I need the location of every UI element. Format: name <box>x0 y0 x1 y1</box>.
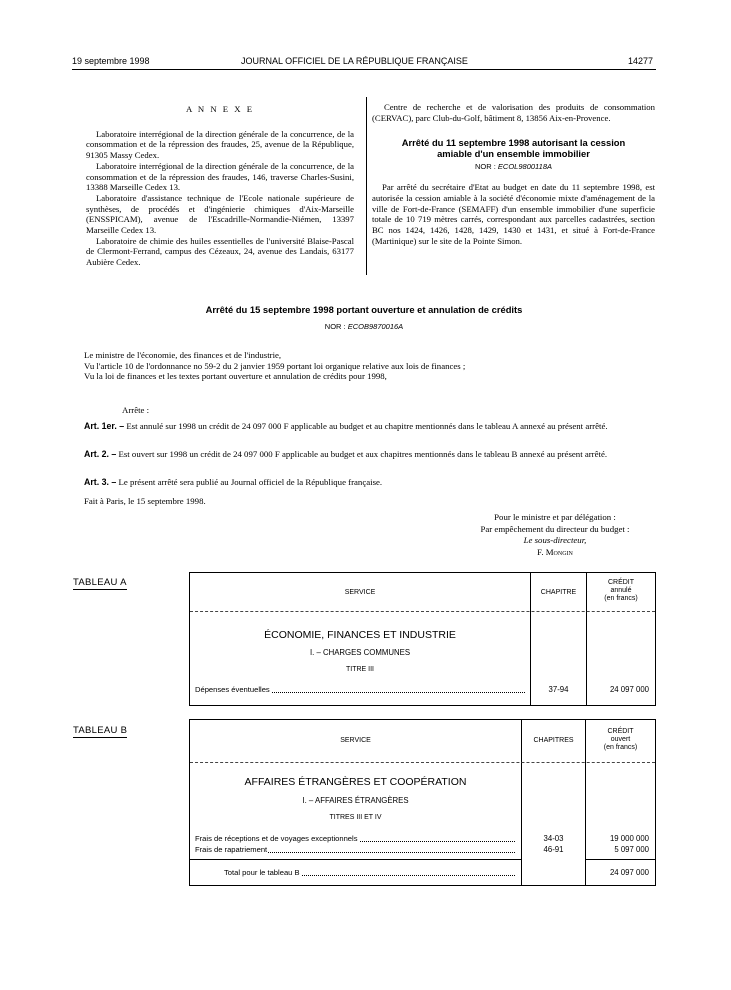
arrete-word: Arrête : <box>122 405 150 415</box>
right-column <box>372 102 655 246</box>
annexe-paragraph-3: Laboratoire d'assistance technique de l'Ecole nationale supérieure de synthèses, de procédés et d'ingénierie chimiques d'Aix-Marseille (ENSSPICAM), avenue de l'Escadrille-Normandie-Niémen, 13397 Marseille Cedex 13. <box>86 192 354 236</box>
tableau-a-section: I. – CHARGES COMMUNES <box>309 648 411 657</box>
tableau-b-titre: TITRES III ET IV <box>329 814 382 821</box>
arrete-11-body: Par arrêté du secrétaire d'Etat au budget en date du 11 septembre 1998, est autorisée la cession amiable à la société d'économie mixte d'aménagement de la ville de Fort-de-France (SEMAFF) d'un ensemble immobilier d'une superficie totale de 10 719 mètres carrés, correspondant aux parcelles cadastrées, section BC nos 1424, 1426, 1428, 1429, 1430 et 1431, et situé à Fort-de-France (Martinique) sur le site de la Pointe Simon. <box>372 182 655 246</box>
tableau-a-titre: TITRE III <box>346 666 374 673</box>
main-arrete-title: Arrêté du 15 septembre 1998 portant ouverture et annulation de crédits <box>205 304 523 315</box>
article-2-label: Art. 2. – <box>84 449 117 459</box>
header-page-number: 14277 <box>628 56 654 66</box>
cervac-paragraph: Centre de recherche et de valorisation des produits de consommation (CERVAC), parc Club-du-Golf, bâtiment 8, 13856 Aix-en-Provence. <box>372 102 655 123</box>
annexe-column <box>86 104 354 268</box>
annexe-paragraph-4: Laboratoire de chimie des huiles essentielles de l'université Blaise-Pascal de Clermont-Ferrand, campus des Cézeaux, 24, avenue des Landais, 63177 Aubière Cedex. <box>86 235 354 268</box>
tableau-b-row-1-label: Frais de réceptions et de voyages exceptionnels <box>195 834 358 843</box>
tableau-b-col-credit: CRÉDIT ouvert (en francs) <box>603 728 638 751</box>
article-1-text: Est annulé sur 1998 un crédit de 24 097 000 F applicable au budget et au chapitre mentionnés dans le tableau A annexé au présent arrêté. <box>126 421 608 431</box>
tableau-a-label: TABLEAU A <box>73 577 127 588</box>
signature-line-3: Le sous-directeur, <box>523 535 587 545</box>
table-row <box>195 685 525 694</box>
tableau-b-col-chapitres: CHAPITRES <box>533 737 574 744</box>
article-1 <box>72 421 656 432</box>
signature-line-2: Par empêchement du directeur du budget : <box>480 523 630 534</box>
article-3 <box>72 477 656 488</box>
header-rule <box>72 69 656 70</box>
arrete-11-title: Arrêté du 11 septembre 1998 autorisant la cession amiable d'un ensemble immobilier <box>401 137 626 160</box>
arrete-11-nor-code: ECOL9800118A <box>497 162 552 172</box>
tableau-b-label: TABLEAU B <box>73 725 128 736</box>
tableau-b-row-2-label: Frais de rapatriement <box>195 845 268 854</box>
annexe-title: A N N E X E <box>185 104 255 114</box>
column-separator <box>366 97 367 275</box>
article-3-label: Art. 3. – <box>84 477 117 487</box>
annexe-paragraph-2: Laboratoire interrégional de la direction générale de la concurrence, de la consommation et de la répression des fraudes, 146, traverse Charles-Susini, 13388 Marseille Cedex 13. <box>86 160 354 193</box>
table-row-total <box>224 868 515 877</box>
article-1-label: Art. 1er. – <box>84 421 125 431</box>
tableau-b-row-2-chapitre: 46-91 <box>543 845 564 854</box>
tableau-b-row-1-credit: 19 000 000 <box>609 834 649 843</box>
tableau-b-row-2-credit: 5 097 000 <box>614 845 649 854</box>
done-at: Fait à Paris, le 15 septembre 1998. <box>84 496 206 506</box>
main-arrete-preamble <box>72 350 656 382</box>
main-arrete-nor: NOR : ECOB9870016A <box>324 322 404 331</box>
tableau-a-row-1-label: Dépenses éventuelles <box>195 685 270 694</box>
tableau-a-row-1-credit: 24 097 000 <box>609 685 649 694</box>
tableau-b <box>189 719 656 886</box>
article-2 <box>72 449 656 460</box>
tableau-b-row-1-chapitre: 34-03 <box>543 834 564 843</box>
table-row <box>195 845 515 854</box>
arrete-11-nor: NOR : ECOL9800118A <box>474 162 552 172</box>
preamble-line-2: Vu l'article 10 de l'ordonnance no 59-2 du 2 janvier 1959 portant loi organique relative aux lois de finances ; <box>84 360 466 371</box>
tableau-b-total-label: Total pour le tableau B <box>224 868 300 877</box>
article-3-text: Le présent arrêté sera publié au Journal officiel de la République française. <box>118 477 383 487</box>
tableau-a-row-1-chapitre: 37-94 <box>548 685 569 694</box>
signature-block <box>440 512 670 558</box>
header-date: 19 septembre 1998 <box>72 56 150 66</box>
preamble-line-3: Vu la loi de finances et les textes portant ouverture et annulation de crédits pour 1998, <box>84 371 387 381</box>
signature-name: F. Mongin <box>537 546 573 557</box>
preamble-line-1: Le ministre de l'économie, des finances et de l'industrie, <box>84 350 282 360</box>
article-2-text: Est ouvert sur 1998 un crédit de 24 097 000 F applicable au budget et aux chapitres mentionnés dans le tableau B annexé au présent arrêté. <box>118 449 608 459</box>
tableau-b-total-credit: 24 097 000 <box>609 868 649 877</box>
tableau-b-ministry: AFFAIRES ÉTRANGÈRES ET COOPÉRATION <box>244 776 467 788</box>
tableau-a-col-chapitre: CHAPITRE <box>540 589 577 596</box>
tableau-a <box>189 572 656 706</box>
tableau-a-ministry: ÉCONOMIE, FINANCES ET INDUSTRIE <box>264 629 456 641</box>
annexe-paragraph-1: Laboratoire interrégional de la direction générale de la concurrence, de la consommation et de la répression des fraudes, 25, avenue de la République, 91305 Massy Cedex. <box>86 128 354 161</box>
table-row <box>195 834 515 843</box>
main-arrete-nor-code: ECOB9870016A <box>347 322 404 331</box>
tableau-b-section: I. – AFFAIRES ÉTRANGÈRES <box>302 796 409 805</box>
tableau-a-col-service: SERVICE <box>344 589 376 596</box>
signature-line-1: Pour le ministre et par délégation : <box>494 512 616 522</box>
tableau-b-col-service: SERVICE <box>340 737 371 744</box>
tableau-a-col-credit: CRÉDIT annulé (en francs) <box>604 579 638 602</box>
header-journal-title: JOURNAL OFFICIEL DE LA RÉPUBLIQUE FRANÇAISE <box>241 56 468 66</box>
